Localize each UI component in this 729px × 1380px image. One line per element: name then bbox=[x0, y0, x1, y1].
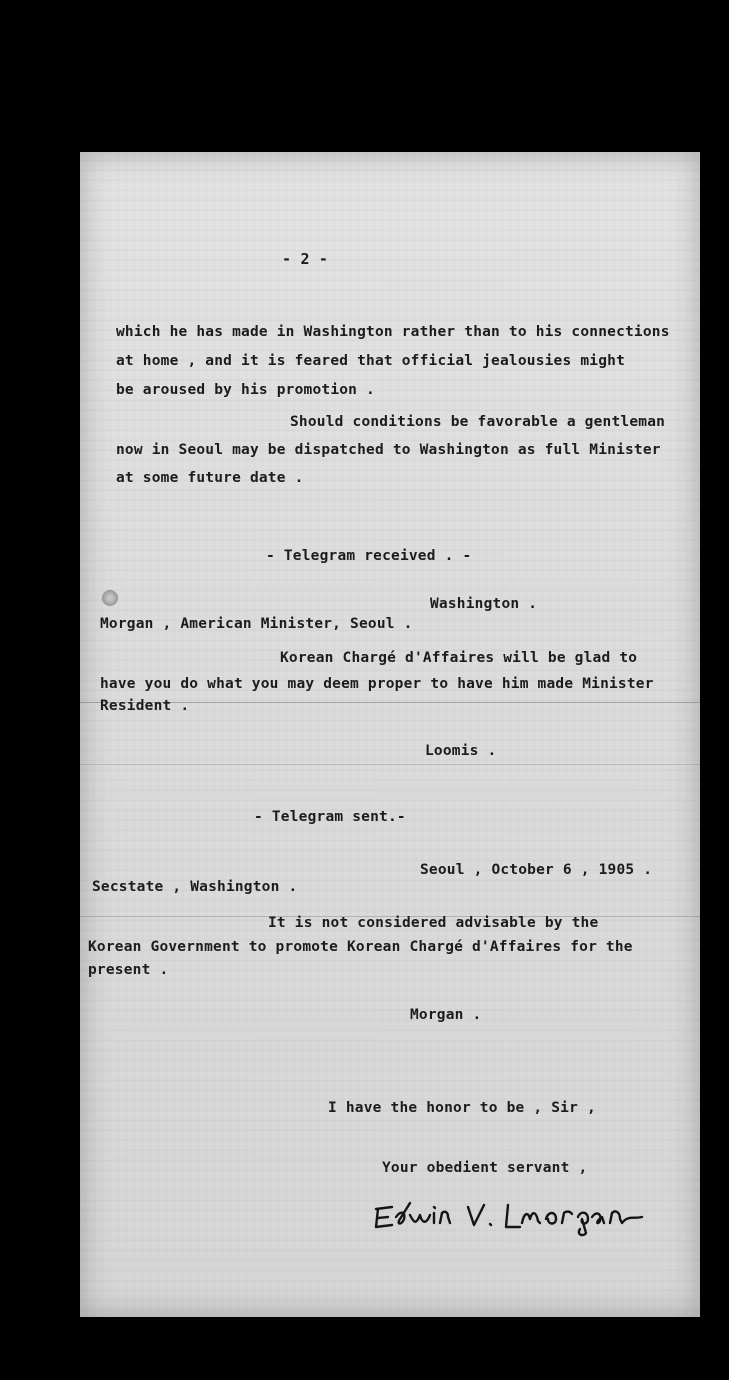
paragraph-line: at home , and it is feared that official jealousies might bbox=[116, 353, 625, 369]
telegram-sent-addressee: Secstate , Washington . bbox=[92, 879, 298, 895]
closing-line: Your obedient servant , bbox=[382, 1160, 588, 1176]
telegram-received-body-line: Korean Chargé d'Affaires will be glad to bbox=[280, 650, 638, 666]
fold-line bbox=[80, 764, 700, 765]
telegram-sent-signature: Morgan . bbox=[410, 1007, 482, 1023]
telegram-sent-heading: - Telegram sent.- bbox=[254, 809, 406, 825]
document-page bbox=[80, 152, 700, 1317]
paragraph-line: at some future date . bbox=[116, 470, 304, 486]
punch-hole-mark bbox=[102, 590, 118, 606]
handwritten-signature bbox=[370, 1197, 660, 1237]
telegram-received-addressee: Morgan , American Minister, Seoul . bbox=[100, 616, 413, 632]
paragraph-line: which he has made in Washington rather than to his connections bbox=[116, 324, 670, 340]
paragraph-line: be aroused by his promotion . bbox=[116, 382, 375, 398]
telegram-sent-body-line: Korean Government to promote Korean Chargé d'Affaires for the bbox=[88, 939, 633, 955]
telegram-sent-body-line: It is not considered advisable by the bbox=[268, 915, 599, 931]
telegram-sent-body-line: present . bbox=[88, 962, 169, 978]
telegram-received-heading: - Telegram received . - bbox=[266, 548, 472, 564]
page-number: - 2 - bbox=[282, 250, 329, 268]
telegram-received-body-line: Resident . bbox=[100, 698, 190, 714]
telegram-sent-origin: Seoul , October 6 , 1905 . bbox=[420, 862, 653, 878]
telegram-received-signature: Loomis . bbox=[425, 743, 497, 759]
paragraph-line: now in Seoul may be dispatched to Washington as full Minister bbox=[116, 442, 661, 458]
telegram-received-body-line: have you do what you may deem proper to have him made Minister bbox=[100, 676, 654, 692]
paragraph-line: Should conditions be favorable a gentleman bbox=[290, 414, 666, 430]
telegram-received-origin: Washington . bbox=[430, 596, 538, 612]
closing-line: I have the honor to be , Sir , bbox=[328, 1100, 596, 1116]
